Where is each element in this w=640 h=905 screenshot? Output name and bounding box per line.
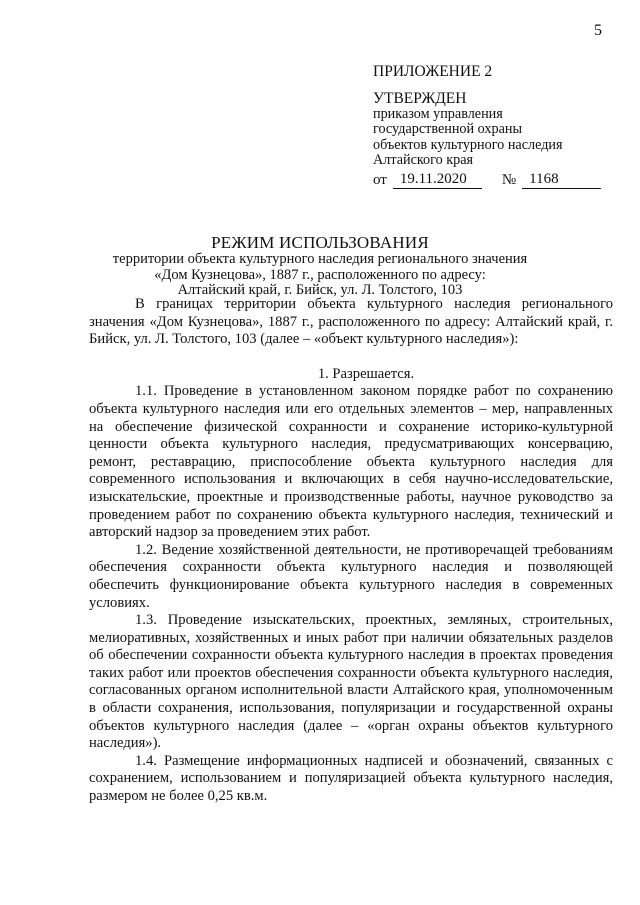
- subtitle-line: «Дом Кузнецова», 1887 г., расположенного по адресу:: [154, 266, 486, 283]
- main-title: РЕЖИМ ИСПОЛЬЗОВАНИЯ: [211, 233, 429, 252]
- document-body: [89, 296, 613, 806]
- document-title: [0, 233, 640, 299]
- approval-stamp: [373, 64, 623, 189]
- clause-1-2: 1.2. Ведение хозяйственной деятельности, не противоречащей требованиям обеспечения сохранности объекта культурного наследия и позволяющей обеспечить функционирование объекта культурного наследия в современных условиях.: [89, 541, 613, 611]
- clause-1-4: 1.4. Размещение информационных надписей и обозначений, связанных с сохранением, использованием и популяризацией объекта культурного наследия, размером не более 0,25 кв.м.: [89, 752, 613, 805]
- order-number: 1168: [522, 171, 601, 189]
- clause-1-1: 1.1. Проведение в установленном законом порядке работ по сохранению объекта культурного наследия или его отдельных элементов – мер, направленных на обеспечение физической сохранности и сохранение историко-культурной ценности объекта культурного наследия, предусматривающих консервацию, ремонт, реставрацию, приспособление объекта культурного наследия для современного использования и включающих в себя научно-исследовательские, изыскательские, проектные и производственные работы, научное руководство за проведением работ по сохранению объекта культурного наследия, технический и авторский надзор за проведением этих работ.: [89, 383, 613, 541]
- subtitle-line: территории объекта культурного наследия регионального значения: [112, 251, 528, 267]
- appendix-label: ПРИЛОЖЕНИЕ 2: [373, 63, 493, 80]
- subtitle: [0, 252, 640, 299]
- approval-basis: [373, 107, 623, 169]
- section-heading: 1. Разрешается.: [317, 365, 415, 382]
- intro-paragraph: В границах территории объекта культурного наследия регионального значения «Дом Кузнецова», 1887 г., расположенного по адресу: Алтайский край, г. Бийск, ул. Л. Толстого, 103 (далее – «объект культурного наследия»):: [89, 296, 613, 348]
- approved-label: УТВЕРЖДЕН: [373, 89, 467, 107]
- number-sign: №: [501, 172, 517, 188]
- basis-line: объектов культурного наследия: [373, 136, 563, 153]
- clause-1-3: 1.3. Проведение изыскательских, проектных, земляных, строительных, мелиоративных, хозяйственных и иных работ при наличии обязательных разделов об обеспечении сохранности объекта культурного наследия в проектах проведения таких работ или проектов обеспечения сохранности объекта культурного наследия, согласованных органом исполнительной власти Алтайского края, уполномоченным в области сохранения, использования, популяризации и государственной охраны объектов культурного наследия (далее – «орган охраны объектов культурного наследия»).: [89, 612, 613, 752]
- from-label: от: [373, 172, 387, 188]
- basis-line: государственной охраны: [373, 121, 523, 137]
- page-number: 5: [594, 22, 602, 39]
- order-line: [373, 171, 623, 189]
- basis-line: Алтайского края: [373, 152, 474, 168]
- order-date: 19.11.2020: [393, 171, 482, 189]
- basis-line: приказом управления: [373, 105, 503, 122]
- subtitle-line: Алтайский край, г. Бийск, ул. Л. Толстого, 103: [177, 282, 463, 298]
